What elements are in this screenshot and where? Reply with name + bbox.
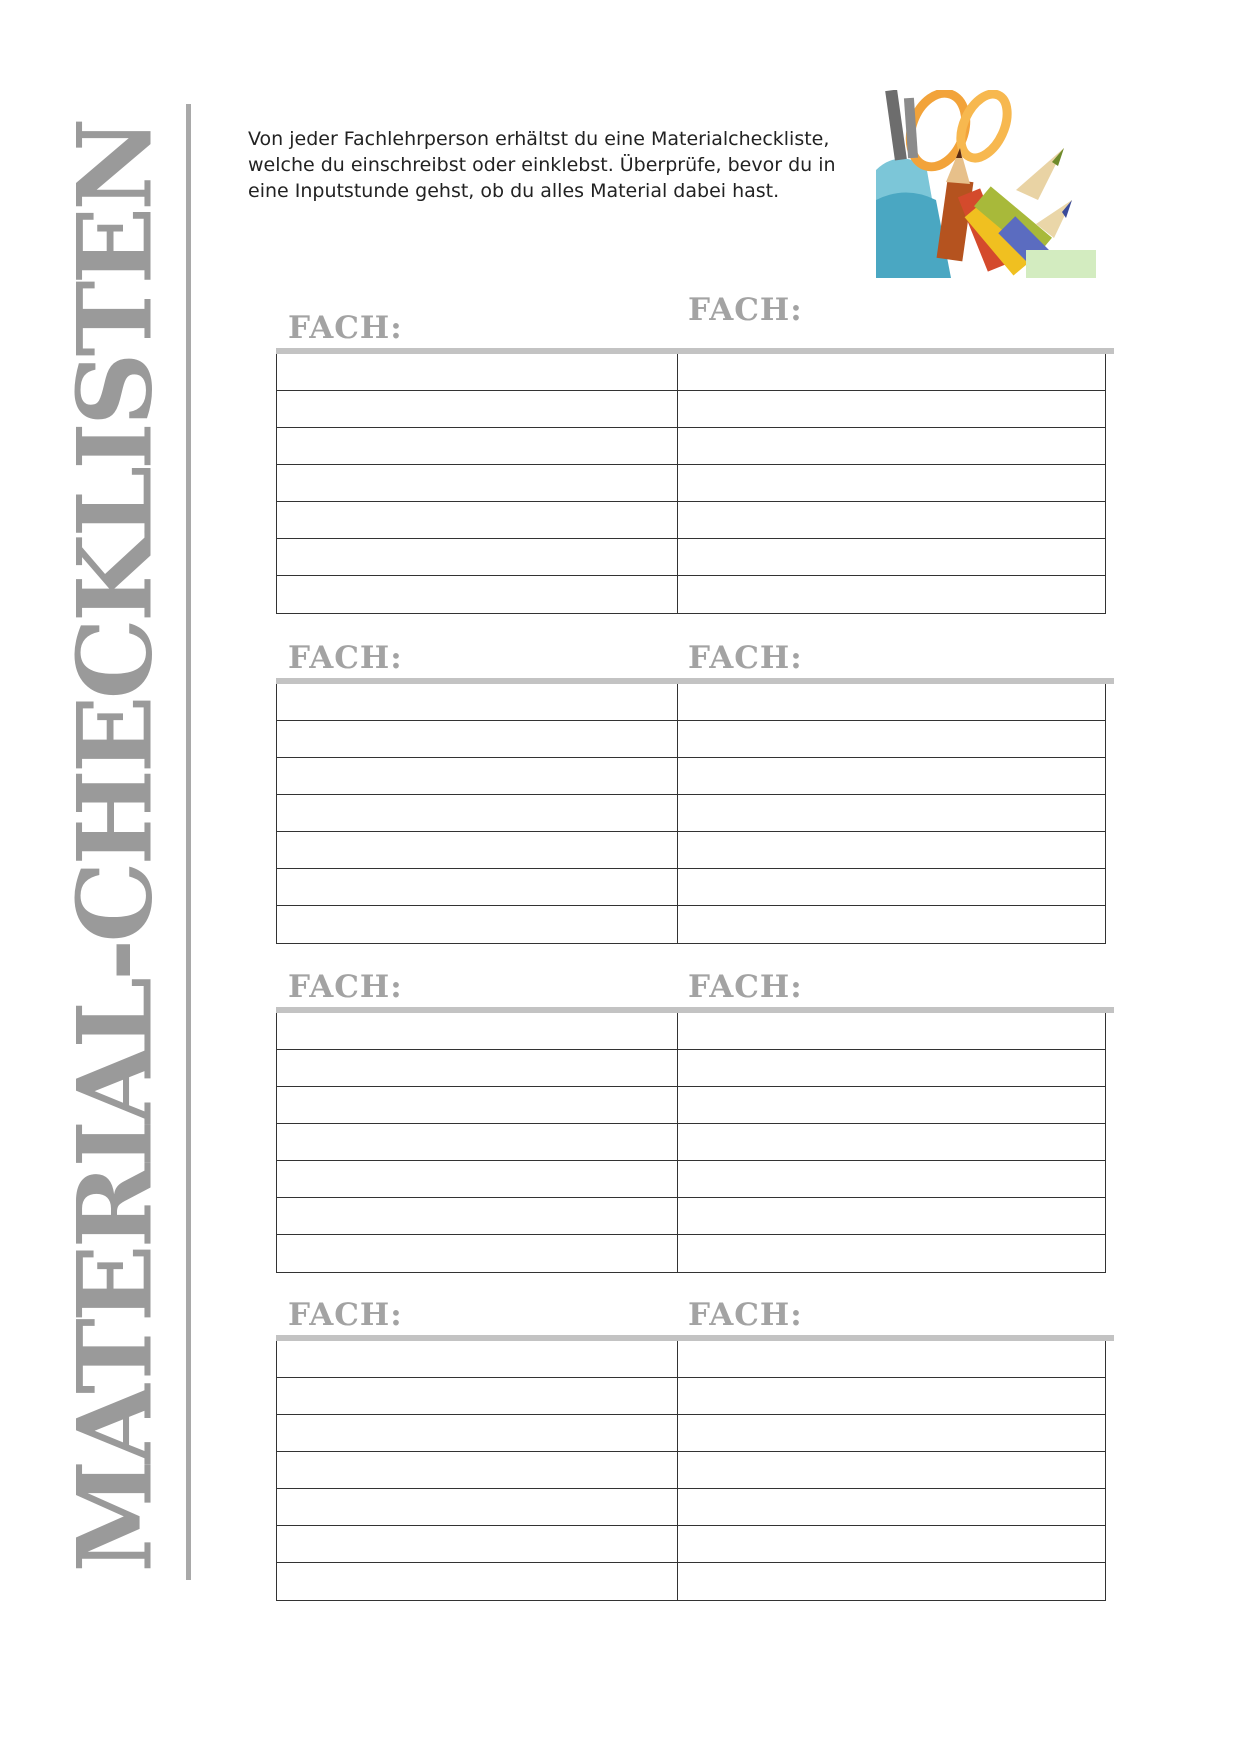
table-row [277,906,1105,943]
table-row [277,428,1105,465]
text-field[interactable] [678,1050,1105,1086]
text-field[interactable] [277,1235,678,1272]
text-field[interactable] [678,758,1105,794]
text-field[interactable] [678,1563,1105,1600]
text-field[interactable] [277,832,678,868]
table-row [277,1050,1105,1087]
table-row [277,832,1105,869]
text-field[interactable] [277,1161,678,1197]
text-field[interactable] [277,1378,678,1414]
text-field[interactable] [277,428,678,464]
checklist-block-1 [276,292,1114,612]
table-row [277,391,1105,428]
text-field[interactable] [678,684,1105,720]
checklist-block-2 [276,640,1114,950]
text-field[interactable] [277,576,678,613]
text-field[interactable] [678,502,1105,538]
table-row [277,1563,1105,1600]
text-field[interactable] [277,721,678,757]
checklist-grid [276,1341,1106,1601]
table-row [277,795,1105,832]
text-field[interactable] [678,1415,1105,1451]
text-field[interactable] [678,795,1105,831]
text-field[interactable] [277,906,678,943]
table-row [277,1198,1105,1235]
text-field[interactable] [277,1489,678,1525]
text-field[interactable] [277,465,678,501]
text-field[interactable] [678,428,1105,464]
text-field[interactable] [678,1526,1105,1562]
table-row [277,1378,1105,1415]
text-field[interactable] [678,832,1105,868]
text-field[interactable] [678,1235,1105,1272]
text-field[interactable] [277,1526,678,1562]
table-row [277,1489,1105,1526]
text-field[interactable] [678,906,1105,943]
vertical-divider [186,104,191,1580]
text-field[interactable] [678,1087,1105,1123]
text-field[interactable] [678,465,1105,501]
table-row [277,1452,1105,1489]
vertical-title-text: MATERIAL-CHECKLISTEN [55,121,175,1573]
text-field[interactable] [277,1452,678,1488]
text-field[interactable] [277,354,678,390]
text-field[interactable] [277,1563,678,1600]
table-row [277,1124,1105,1161]
text-field[interactable] [277,758,678,794]
table-row [277,684,1105,721]
fach-label-left: FACH: [288,310,403,346]
text-field[interactable] [678,1489,1105,1525]
fach-label-right: FACH: [688,640,803,676]
vertical-title [35,121,195,1573]
checklist-grid [276,684,1106,944]
text-field[interactable] [678,391,1105,427]
text-field[interactable] [277,869,678,905]
text-field[interactable] [277,1198,678,1234]
text-field[interactable] [678,1198,1105,1234]
table-row [277,354,1105,391]
table-row [277,1013,1105,1050]
checklist-block-4 [276,1297,1114,1607]
text-field[interactable] [277,1050,678,1086]
pencils-scissors-photo-icon [876,90,1100,278]
fach-label-right: FACH: [688,969,803,1005]
intro-text: Von jeder Fachlehrperson erhältst du eine Materialcheckliste, welche du einschreibst oder einklebst. Überprüfe, bevor du in eine Inputstunde gehst, ob du alles Material dabei hast. [248,128,836,202]
table-row [277,1161,1105,1198]
text-field[interactable] [277,1087,678,1123]
text-field[interactable] [678,1341,1105,1377]
fach-label-right: FACH: [688,1297,803,1333]
text-field[interactable] [678,1452,1105,1488]
table-row [277,539,1105,576]
text-field[interactable] [678,869,1105,905]
table-row [277,758,1105,795]
fach-label-left: FACH: [288,969,403,1005]
fach-label-left: FACH: [288,640,403,676]
table-row [277,1526,1105,1563]
table-row [277,721,1105,758]
checklist-grid [276,1013,1106,1273]
table-row [277,869,1105,906]
text-field[interactable] [678,1013,1105,1049]
text-field[interactable] [678,1161,1105,1197]
text-field[interactable] [277,502,678,538]
text-field[interactable] [678,539,1105,575]
table-row [277,1415,1105,1452]
text-field[interactable] [678,1378,1105,1414]
text-field[interactable] [277,1124,678,1160]
table-row [277,1341,1105,1378]
text-field[interactable] [277,684,678,720]
text-field[interactable] [277,795,678,831]
table-row [277,576,1105,613]
table-row [277,465,1105,502]
checklist-block-3 [276,969,1114,1279]
text-field[interactable] [277,539,678,575]
checklist-grid [276,354,1106,614]
text-field[interactable] [678,1124,1105,1160]
table-row [277,1235,1105,1272]
fach-label-left: FACH: [288,1297,403,1333]
fach-label-right: FACH: [688,292,803,328]
text-field[interactable] [678,354,1105,390]
text-field[interactable] [277,1415,678,1451]
text-field[interactable] [678,721,1105,757]
text-field[interactable] [678,576,1105,613]
table-row [277,502,1105,539]
text-field[interactable] [277,1341,678,1377]
text-field[interactable] [277,391,678,427]
table-row [277,1087,1105,1124]
text-field[interactable] [277,1013,678,1049]
